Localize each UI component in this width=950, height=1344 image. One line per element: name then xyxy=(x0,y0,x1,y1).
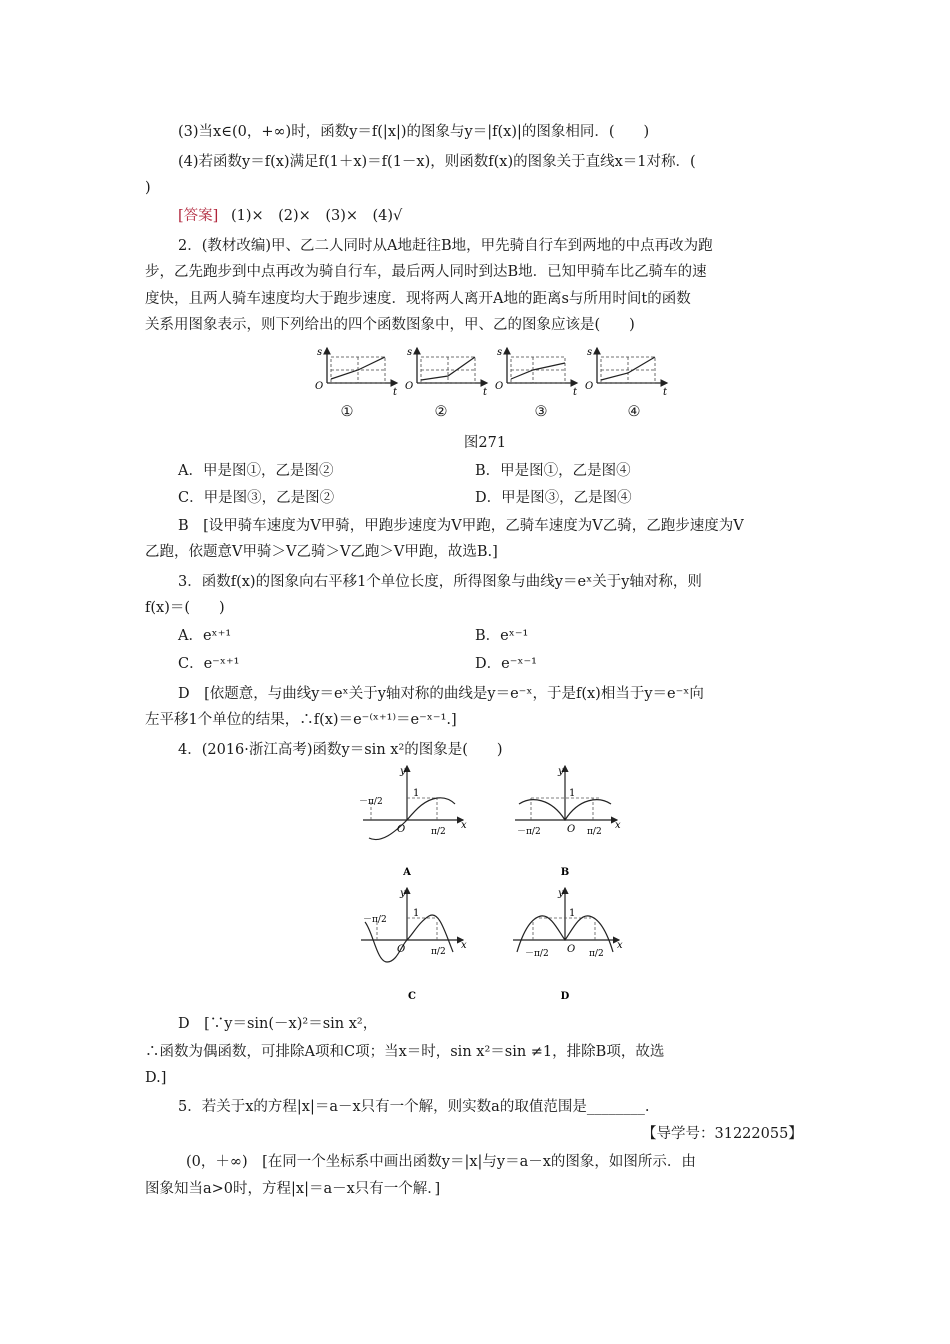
q2-line-3: 度快，且两人骑车速度均大于跑步速度．现将两人离开A地的距离s与所用时间t的函数 xyxy=(145,291,691,307)
axis-y: y xyxy=(558,766,564,777)
axis-x: x xyxy=(617,940,623,951)
q2-option-b: B．甲是图①，乙是图④ xyxy=(475,463,631,479)
axis-s: s xyxy=(587,347,593,358)
axis-x: x xyxy=(461,820,467,831)
neg-half-pi: －π/2 xyxy=(525,949,549,959)
q2-option-c: C．甲是图③，乙是图② xyxy=(178,490,335,506)
axis-x: x xyxy=(461,940,467,951)
figure-caption: 图271 xyxy=(463,435,507,451)
q3-line-2: f(x)＝( ) xyxy=(145,600,225,616)
origin: O xyxy=(405,381,414,392)
axis-t: t xyxy=(663,387,668,398)
axis-s: s xyxy=(407,347,413,358)
axis-y: y xyxy=(400,888,406,899)
axis-t: t xyxy=(573,387,578,398)
axis-t: t xyxy=(393,387,398,398)
axis-y: y xyxy=(558,888,564,899)
axis-y: y xyxy=(400,766,406,777)
q2-line-4: 关系用图象表示，则下列给出的四个函数图象中，甲、乙的图象应该是( ) xyxy=(145,317,635,333)
neg-half-pi: －π/2 xyxy=(363,915,387,925)
q3-solution-2: 左平移1个单位的结果，∴f(x)＝e⁻⁽ˣ⁺¹⁾＝e⁻ˣ⁻¹.] xyxy=(145,712,457,728)
graph-label-2: ② xyxy=(434,404,448,420)
origin: O xyxy=(397,824,406,835)
statement-4: (4)若函数y＝f(x)满足f(1＋x)＝f(1－x)，则函数f(x)的图象关于直线x＝1对称．( xyxy=(178,154,696,170)
q2-option-a: A．甲是图①，乙是图② xyxy=(178,463,334,479)
q4-line-1: 4．(2016·浙江高考)函数y＝sin x²的图象是( ) xyxy=(178,742,503,758)
neg-half-pi: －π/2 xyxy=(517,827,541,837)
answer-text: (1)× (2)× (3)× (4)√ xyxy=(230,208,403,224)
q5-line-1: 5．若关于x的方程|x|＝a－x只有一个解，则实数a的取值范围是________. xyxy=(178,1099,650,1115)
q3-solution-1: D [依题意，与曲线y＝eˣ关于y轴对称的曲线是y＝e⁻ˣ，于是f(x)相当于y＝e⁻ˣ向 xyxy=(178,686,704,702)
pos-half-pi: π/2 xyxy=(587,827,602,837)
pos-half-pi: π/2 xyxy=(431,827,446,837)
graph-label-a: A xyxy=(403,867,411,878)
statement-3: (3)当x∈(0，+∞)时，函数y＝f(|x|)的图象与y＝|f(x)|的图象相同．( ) xyxy=(178,124,650,140)
graph-label-c: C xyxy=(408,991,416,1002)
origin: O xyxy=(567,824,576,835)
q4-solution-1: D [∵y＝sin(－x)²＝sin x²， xyxy=(178,1016,378,1032)
graph-label-3: ③ xyxy=(534,404,548,420)
statement-4-cont: ) xyxy=(145,180,151,196)
tick-one: 1 xyxy=(413,788,420,799)
origin: O xyxy=(567,944,576,955)
q5-solution-2: 图象知当a>0时，方程|x|＝a－x只有一个解．] xyxy=(145,1181,441,1197)
q3-option-b: B．eˣ⁻¹ xyxy=(475,628,529,644)
graph-label-b: B xyxy=(560,867,570,878)
graph-label-4: ④ xyxy=(627,404,641,420)
q2-graphs xyxy=(305,345,685,405)
graph-3 xyxy=(495,347,578,398)
graph-d xyxy=(513,888,623,1002)
q3-line-1: 3．函数f(x)的图象向右平移1个单位长度，所得图象与曲线y＝eˣ关于y轴对称，则 xyxy=(178,574,702,590)
graph-1 xyxy=(315,347,398,398)
origin: O xyxy=(495,381,504,392)
axis-t: t xyxy=(483,387,488,398)
q2-solution-2: 乙跑，依题意V甲骑＞V乙骑＞V乙跑＞V甲跑，故选B.] xyxy=(145,544,498,560)
graph-label-d: D xyxy=(560,991,570,1002)
q3-option-d: D．e⁻ˣ⁻¹ xyxy=(475,656,537,672)
tick-one: 1 xyxy=(413,908,420,919)
tick-one: 1 xyxy=(569,788,576,799)
q2-solution-1: B [设甲骑车速度为V甲骑，甲跑步速度为V甲跑，乙骑车速度为V乙骑，乙跑步速度为V xyxy=(178,518,744,534)
graph-4 xyxy=(585,347,668,398)
pos-half-pi: π/2 xyxy=(589,949,604,959)
guide-number: 【导学号：31222055】 xyxy=(642,1126,803,1142)
graph-a xyxy=(359,766,467,878)
q4-graphs xyxy=(355,762,635,1012)
origin: O xyxy=(397,944,406,955)
axis-s: s xyxy=(317,347,323,358)
graph-c xyxy=(361,888,467,1002)
graph-label-1: ① xyxy=(340,404,354,420)
q4-solution-2: ∴函数为偶函数，可排除A项和C项；当x＝时，sin x²＝sin ≠1，排除B项，故选 xyxy=(145,1044,665,1060)
q4-solution-3: D.] xyxy=(145,1070,167,1086)
q2-line-1: 2．(教材改编)甲、乙二人同时从A地赶往B地，甲先骑自行车到两地的中点再改为跑 xyxy=(178,238,713,254)
graph-2 xyxy=(405,347,488,398)
origin: O xyxy=(315,381,324,392)
tick-one: 1 xyxy=(569,908,576,919)
graph-b xyxy=(515,766,621,878)
answer-tag: [答案] xyxy=(178,208,219,224)
q5-solution-1: (0，＋∞) [在同一个坐标系中画出函数y＝|x|与y＝a－x的图象，如图所示．由 xyxy=(186,1154,696,1170)
q3-option-c: C．e⁻ˣ⁺¹ xyxy=(178,656,240,672)
origin: O xyxy=(585,381,594,392)
q3-option-a: A．eˣ⁺¹ xyxy=(178,628,232,644)
q2-option-d: D．甲是图③，乙是图④ xyxy=(475,490,632,506)
axis-s: s xyxy=(497,347,503,358)
answer-line xyxy=(178,206,402,226)
axis-x: x xyxy=(615,820,621,831)
q2-line-2: 步，乙先跑步到中点再改为骑自行车，最后两人同时到达B地．已知甲骑车比乙骑车的速 xyxy=(145,264,707,280)
pos-half-pi: π/2 xyxy=(431,947,446,957)
neg-half-pi: －π/2 xyxy=(359,797,383,807)
